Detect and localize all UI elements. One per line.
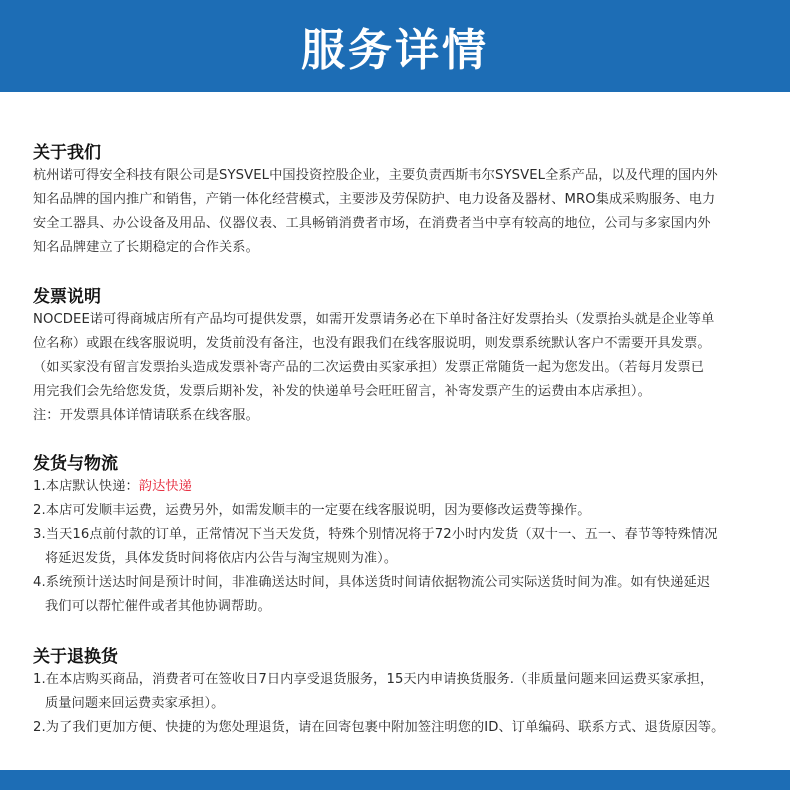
returns-section <box>33 646 724 740</box>
invoice-line: 位名称）或跟在线客服说明，发货前没有备注，也没有跟我们在线客服说明，则发票系统默认客户不需要开具发票。 <box>33 336 711 351</box>
about-section <box>33 142 718 260</box>
shipping-item-2: 2.本店可发顺丰运费，运费另外，如需发顺丰的一定要在线客服说明，因为要修改运费等操作。 <box>33 503 591 518</box>
invoice-note: 注：开发票具体详情请联系在线客服。 <box>33 408 259 423</box>
invoice-line: （如买家没有留言发票抬头造成发票补寄产品的二次运费由买家承担）发票正常随货一起为您发出。（若每月发票已 <box>33 360 705 375</box>
returns-item-2: 2.为了我们更加方便、快捷的为您处理退货，请在回寄包裹中附加签注明您的ID、订单编码、联系方式、退货原因等。 <box>33 720 725 735</box>
shipping-item-3: 3.当天16点前付款的订单，正常情况下当天发货，特殊个别情况将于72小时内发货（双十一、五一、春节等特殊情况 <box>33 527 718 542</box>
returns-title: 关于退换货 <box>33 647 118 667</box>
invoice-section <box>33 286 714 428</box>
invoice-line: 用完我们会先给您发货，发票后期补发，补发的快递单号会旺旺留言，补寄发票产生的运费由本店承担）。 <box>33 384 651 399</box>
about-line: 安全工器具、办公设备及用品、仪器仪表、工具畅销消费者市场，在消费者当中享有较高的地位，公司与多家国内外 <box>33 216 711 231</box>
invoice-line: NOCDEE诺可得商城店所有产品均可提供发票，如需开发票请务必在下单时备注好发票抬头（发票抬头就是企业等单 <box>33 312 715 327</box>
shipping-item-1 <box>33 475 718 499</box>
about-line: 知名品牌建立了长期稳定的合作关系。 <box>33 240 259 255</box>
shipping-title: 发货与物流 <box>33 454 118 474</box>
about-line: 杭州诺可得安全科技有限公司是SYSVEL中国投资控股企业，主要负责西斯韦尔SYSVEL全系产品，以及代理的国内外 <box>33 168 718 183</box>
returns-item-1-cont: 质量问题来回运费卖家承担）。 <box>45 696 225 711</box>
returns-item-1: 1.在本店购买商品，消费者可在签收日7日内享受退货服务，15天内申请换货服务.（非质量问题来回运费买家承担， <box>33 672 714 687</box>
footer-bar <box>0 770 790 790</box>
page-title: 服务详情 <box>301 25 489 76</box>
about-line: 知名品牌的国内推广和销售，产销一体化经营模式，主要涉及劳保防护、电力设备及器材、MRO集成采购服务、电力 <box>33 192 716 207</box>
courier-name: 韵达快递 <box>138 479 192 494</box>
shipping-item-1-prefix: 1.本店默认快递： <box>33 479 139 494</box>
shipping-section <box>33 453 718 619</box>
about-title: 关于我们 <box>33 143 101 163</box>
shipping-item-3-cont: 将延迟发货，具体发货时间将依店内公告与淘宝规则为准）。 <box>45 551 398 566</box>
shipping-item-4-cont: 我们可以帮忙催件或者其他协调帮助。 <box>45 599 271 614</box>
invoice-title: 发票说明 <box>33 287 101 307</box>
header-banner <box>0 0 790 92</box>
shipping-item-4: 4.系统预计送达时间是预计时间，非准确送达时间，具体送货时间请依据物流公司实际送货时间为准。如有快递延迟 <box>33 575 711 590</box>
